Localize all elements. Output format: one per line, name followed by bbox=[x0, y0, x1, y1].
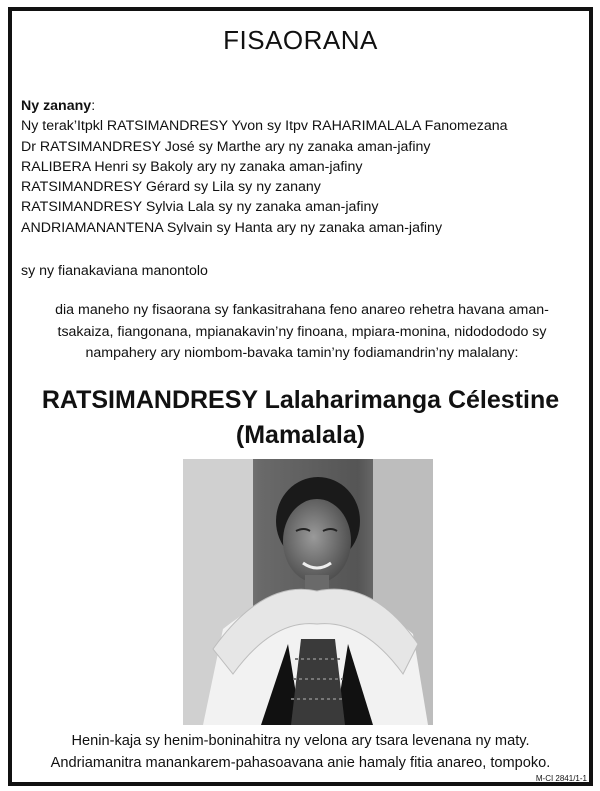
family-heading-line: Ny zanany: bbox=[21, 98, 96, 114]
family-member: RALIBERA Henri sy Bakoly ary ny zanaka aman-jafiny bbox=[21, 158, 363, 175]
family-member: ANDRIAMANANTENA Sylvain sy Hanta ary ny zanaka aman-jafiny bbox=[21, 219, 443, 236]
family-member: Dr RATSIMANDRESY José sy Marthe ary ny zanaka aman-jafiny bbox=[21, 138, 431, 155]
verse-line-1: Henin-kaja sy henim-boninahitra ny velona ary tsara levenana ny maty. bbox=[71, 733, 530, 749]
deceased-name-block bbox=[12, 383, 589, 453]
family-heading: Ny zanany bbox=[21, 98, 92, 114]
deceased-name: RATSIMANDRESY Lalaharimanga Célestine bbox=[41, 386, 560, 414]
deceased-nickname: (Mamalala) bbox=[235, 421, 366, 449]
closing-verse bbox=[12, 731, 589, 774]
verse-line-2: Andriamanitra manankarem-pahasoavana anie hamaly fitia anareo, tompoko. bbox=[50, 754, 551, 771]
family-member: RATSIMANDRESY Sylvia Lala sy ny zanaka aman-jafiny bbox=[21, 199, 379, 216]
portrait-photo bbox=[183, 459, 433, 725]
reference-code: M-CI 2841/1-1 bbox=[535, 774, 587, 783]
thanks-message: dia maneho ny fisaorana sy fankasitrahana feno anareo rehetra havana aman-tsakaiza, fiangonana, mpianakavin’ny finoana, mpiara-monina, nidodododo sy nampahery ary niombom-bavaka tamin’ny fodiamandrin’ny malalany: bbox=[55, 302, 549, 361]
notice-frame bbox=[8, 7, 593, 786]
notice-title: FISAORANA bbox=[223, 25, 378, 55]
companions-text: sy ny fianakaviana manontolo bbox=[21, 263, 208, 279]
family-list bbox=[21, 96, 508, 238]
portrait-illustration bbox=[183, 459, 433, 725]
family-member: Ny terak’Itpkl RATSIMANDRESY Yvon sy Itpv RAHARIMALALA Fanomezana bbox=[21, 118, 508, 135]
family-member: RATSIMANDRESY Gérard sy Lila sy ny zanany bbox=[21, 179, 321, 196]
